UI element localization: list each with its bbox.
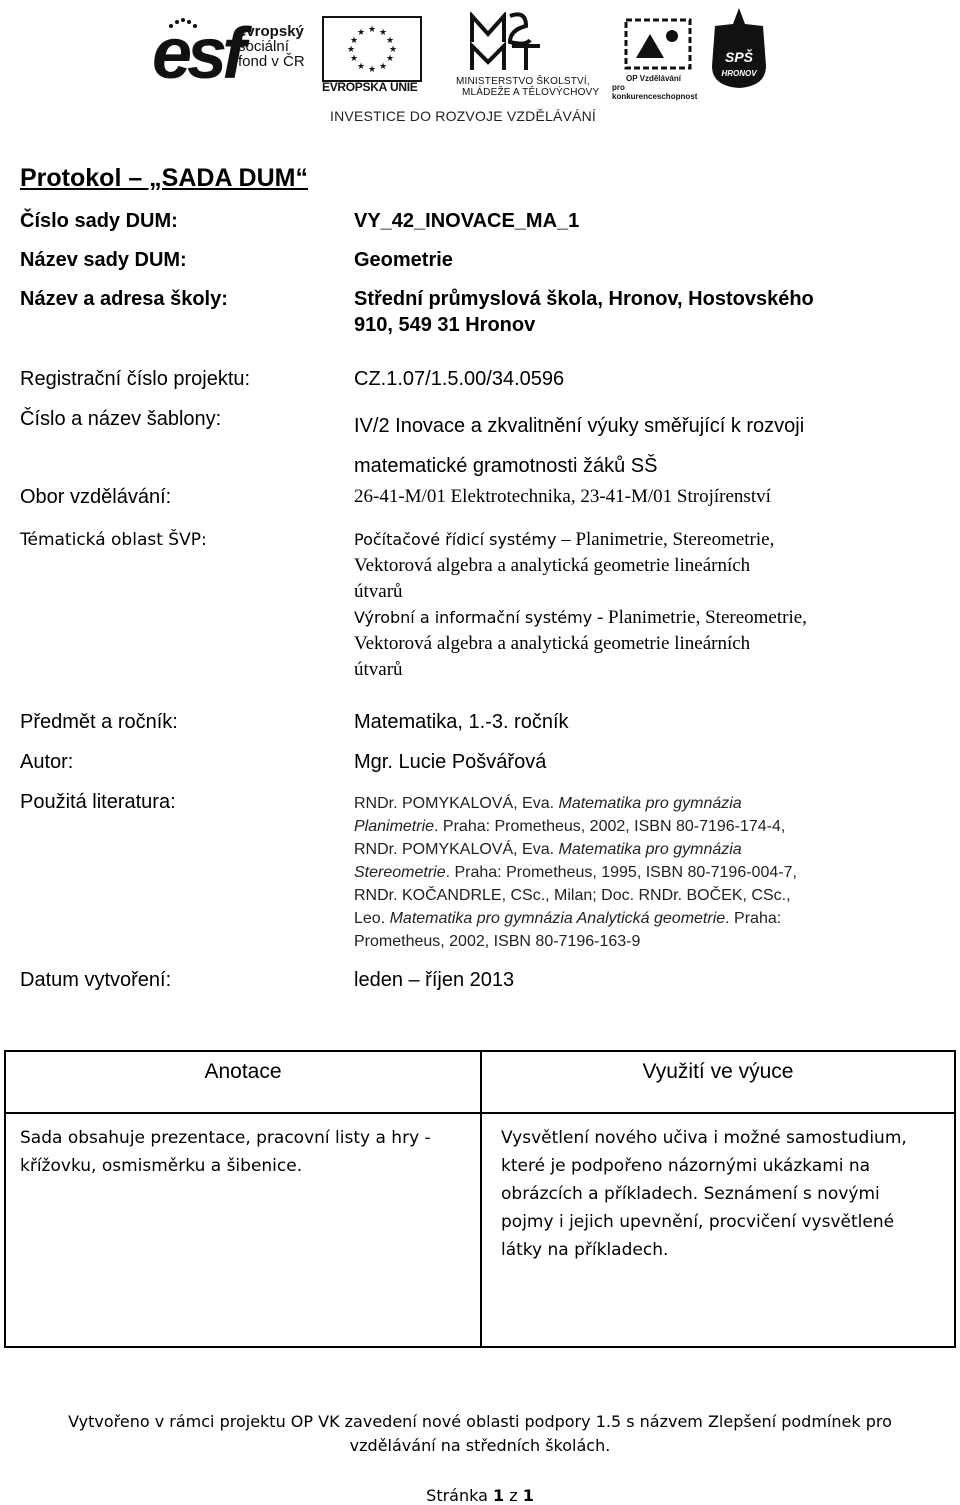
lit-6b: Matematika pro gymnázia Analytická geometrie (389, 910, 726, 927)
svg-text:★: ★ (385, 36, 395, 46)
lit-7: Prometheus, 2002, ISBN 80-7196-163-9 (354, 933, 641, 950)
lit-4a: Stereometrie (354, 864, 446, 881)
msmt-line-1: MINISTERSTVO ŠKOLSTVÍ, (456, 76, 590, 87)
value-registracni: CZ.1.07/1.5.00/34.0596 (354, 368, 565, 390)
eu-flag-icon (322, 16, 422, 82)
annotation-table (4, 1050, 956, 1348)
svg-text:★: ★ (349, 36, 359, 46)
label-sablona: Číslo a název šablony: (20, 408, 222, 430)
oblast-p2-line-3: útvarů (354, 659, 403, 680)
svg-text:★: ★ (378, 28, 388, 38)
opvk-line-2: pro konkurenceschopnost (612, 83, 698, 101)
opvk-line-1: OP Vzdělávání (626, 74, 681, 83)
lit-4b: . Praha: Prometheus, 1995, ISBN 80-7196-004-7, (445, 864, 797, 881)
esf-line-1: evropský (238, 23, 304, 40)
value-skola-line-1: Střední průmyslová škola, Hronov, Hostovského (354, 288, 814, 310)
oblast-p2-head: Výrobní a informační systémy (354, 608, 593, 627)
svg-text:★: ★ (388, 45, 398, 55)
oblast-p1-head: Počítačové řídicí systémy (354, 530, 557, 549)
lit-2a: Planimetrie (354, 818, 435, 835)
msmt-line-2: MLÁDEŽE A TĚLOVÝCHOVY (462, 87, 600, 98)
cell-vyuziti (501, 1124, 951, 1264)
page-mid: z (504, 1486, 523, 1505)
vyuziti-line-2: které je podpořeno názornými ukázkami na (501, 1156, 871, 1176)
value-nazev-sady: Geometrie (354, 249, 453, 271)
msmt-monogram-icon (466, 12, 606, 74)
msmt-logo (426, 12, 600, 98)
anotace-line-2: křížovku, osmisměrku a šibenice. (20, 1156, 303, 1176)
label-oblast: Tématická oblast ŠVP: (20, 530, 207, 550)
oblast-p1-rest: – Planimetrie, Stereometrie, (556, 529, 775, 550)
value-skola (354, 286, 934, 338)
eu-label: EVROPSKÁ UNIE (322, 80, 418, 94)
lit-6a: Leo. (354, 910, 390, 927)
table-header-divider (6, 1112, 954, 1114)
label-datum: Datum vytvoření: (20, 969, 172, 991)
eu-logo (322, 16, 420, 96)
vyuziti-line-5: látky na příkladech. (501, 1240, 669, 1260)
lit-1b: Matematika pro gymnázia (558, 795, 742, 812)
page-number (0, 1486, 960, 1505)
sps-caption (708, 50, 770, 81)
value-predmet: Matematika, 1.-3. ročník (354, 711, 569, 733)
esf-line-2: sociální (238, 38, 289, 55)
label-obor: Obor vzdělávání: (20, 486, 172, 508)
opvk-caption (612, 74, 712, 101)
opvk-emblem-icon (616, 14, 700, 72)
svg-text:★: ★ (356, 28, 366, 38)
svg-text:★: ★ (346, 45, 356, 55)
vyuziti-line-3: obrázcích a příkladech. Seznámení s novými (501, 1184, 880, 1204)
sps-line-1: SPŠ (724, 49, 753, 65)
value-cislo-sady: VY_42_INOVACE_MA_1 (354, 210, 580, 232)
lit-3a: RNDr. POMYKALOVÁ, Eva. (354, 841, 559, 858)
vyuziti-line-4: pojmy i jejich upevnění, procvičení vysvětlené (501, 1212, 895, 1232)
value-literatura (354, 792, 914, 953)
oblast-p1-line-2: Vektorová algebra a analytická geometrie lineárních (354, 555, 751, 576)
value-sablona (354, 406, 934, 486)
cell-anotace (20, 1124, 475, 1180)
label-registracni: Registrační číslo projektu: (20, 368, 251, 390)
esf-caption (238, 24, 305, 69)
value-autor: Mgr. Lucie Pošvářová (354, 751, 547, 773)
value-skola-line-2: 910, 549 31 Hronov (354, 314, 536, 336)
label-predmet: Předmět a ročník: (20, 711, 178, 733)
label-autor: Autor: (20, 751, 74, 773)
value-obor: 26-41-M/01 Elektrotechnika, 23-41-M/01 Strojírenství (354, 486, 771, 507)
anotace-line-1: Sada obsahuje prezentace, pracovní listy a hry - (20, 1128, 431, 1148)
oblast-p2-line-2: Vektorová algebra a analytická geometrie lineárních (354, 633, 751, 654)
lit-6c: . Praha: (725, 910, 782, 927)
footer-line-2: vzdělávání na středních školách. (349, 1436, 611, 1455)
oblast-p1-line-3: útvarů (354, 581, 403, 602)
label-skola: Název a adresa školy: (20, 288, 228, 310)
sps-line-2: HRONOV (721, 69, 757, 78)
svg-text:★: ★ (367, 25, 377, 35)
header-anotace: Anotace (204, 1060, 282, 1083)
svg-text:★: ★ (367, 65, 377, 75)
oblast-p2-rest: - Planimetrie, Stereometrie, (592, 607, 807, 628)
page-prefix: Stránka (426, 1486, 493, 1505)
lit-5: RNDr. KOČANDRLE, CSc., Milan; Doc. RNDr. BOČEK, CSc., (354, 887, 791, 904)
protocol-title: Protokol – „SADA DUM“ (20, 164, 308, 192)
esf-mark: esf (152, 14, 242, 94)
logo-strip (0, 0, 960, 130)
lit-2b: . Praha: Prometheus, 2002, ISBN 80-7196-174-4, (434, 818, 786, 835)
opvk-logo (606, 14, 706, 101)
lit-3b: Matematika pro gymnázia (558, 841, 742, 858)
page-current: 1 (492, 1486, 505, 1505)
sps-hronov-logo (708, 6, 770, 90)
esf-line-3: fond v ČR (238, 53, 305, 70)
lit-1a: RNDr. POMYKALOVÁ, Eva. (354, 795, 559, 812)
svg-text:★: ★ (385, 54, 395, 64)
svg-text:★: ★ (378, 62, 388, 72)
header-vyuziti: Využití ve výuce (642, 1060, 794, 1083)
footer-note (0, 1410, 960, 1458)
value-sablona-line-2: matematické gramotnosti žáků SŠ (354, 455, 658, 477)
table-column-divider (480, 1052, 482, 1346)
value-oblast (354, 527, 934, 683)
footer-line-1: Vytvořeno v rámci projektu OP VK zavedení nové oblasti podpory 1.5 s názvem Zlepšení podmínek pro (68, 1412, 892, 1431)
label-cislo-sady: Číslo sady DUM: (20, 210, 178, 232)
label-nazev-sady: Název sady DUM: (20, 249, 187, 271)
esf-logo (152, 16, 312, 96)
page-total: 1 (522, 1486, 534, 1505)
investice-tagline: INVESTICE DO ROZVOJE VZDĚLÁVÁNÍ (330, 108, 597, 124)
label-literatura: Použitá literatura: (20, 791, 176, 813)
svg-text:★: ★ (356, 62, 366, 72)
vyuziti-line-1: Vysvětlení nového učiva i možné samostudium, (501, 1128, 907, 1148)
svg-text:★: ★ (349, 54, 359, 64)
value-datum: leden – říjen 2013 (354, 969, 515, 991)
value-sablona-line-1: IV/2 Inovace a zkvalitnění výuky směřující k rozvoji (354, 415, 805, 437)
